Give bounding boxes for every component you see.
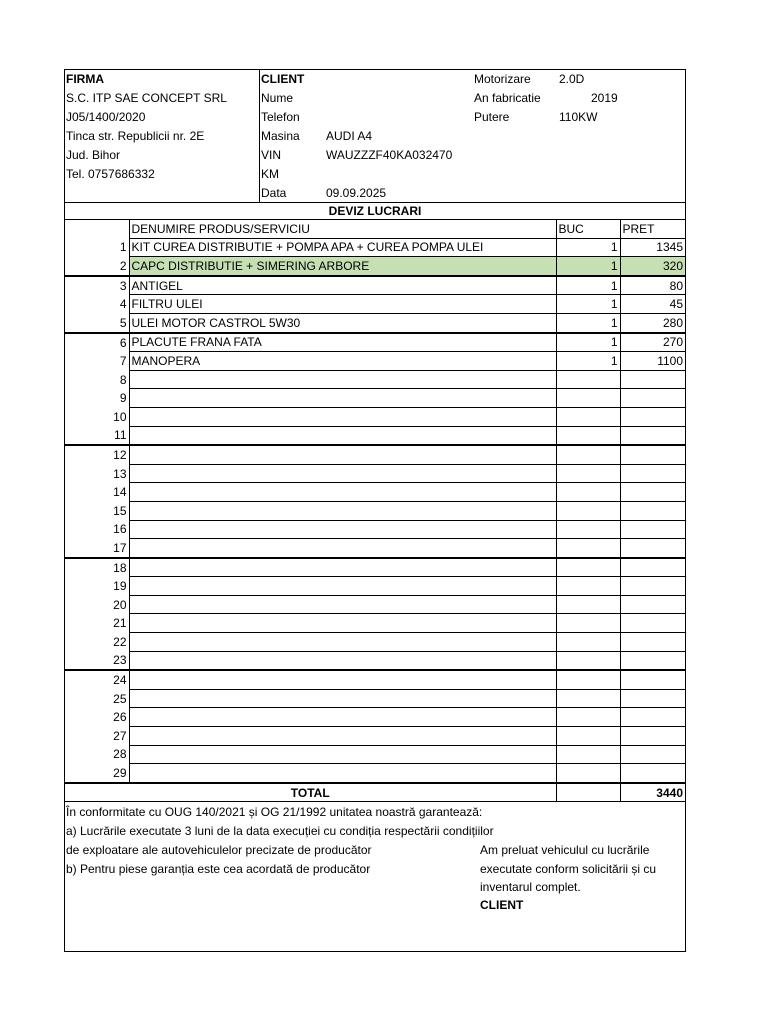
- row-price: [620, 764, 685, 783]
- row-qty: [556, 558, 620, 577]
- row-description: [129, 651, 556, 670]
- row-description: [129, 389, 556, 408]
- table-row: [65, 670, 685, 689]
- row-description: [129, 483, 556, 502]
- table-row: [65, 539, 685, 558]
- row-price: [620, 501, 685, 520]
- row-price: [620, 558, 685, 577]
- row-price: [620, 614, 685, 633]
- items-table: [65, 219, 685, 802]
- row-description: [129, 520, 556, 539]
- row-description: MANOPERA: [129, 352, 556, 371]
- firma-county: Jud. Bihor: [66, 148, 121, 162]
- row-number: 27: [65, 727, 129, 746]
- table-row: [65, 520, 685, 539]
- vehicle-power-label: Putere: [474, 110, 510, 124]
- row-qty: 1: [556, 257, 620, 276]
- row-price: [620, 577, 685, 596]
- row-number: 21: [65, 614, 129, 633]
- row-number: 28: [65, 745, 129, 764]
- client-car-label: Masina: [261, 129, 300, 143]
- row-qty: [556, 651, 620, 670]
- table-row: [65, 370, 685, 389]
- table-row: [65, 426, 685, 445]
- row-description: [129, 670, 556, 689]
- client-vin-value: WAUZZZF40KA032470: [326, 148, 453, 162]
- row-price: 1345: [620, 238, 685, 257]
- row-qty: [556, 577, 620, 596]
- table-row: [65, 313, 685, 332]
- row-qty: [556, 764, 620, 783]
- row-price: 280: [620, 313, 685, 332]
- table-row: [65, 633, 685, 652]
- row-number: 4: [65, 295, 129, 314]
- table-row: [65, 558, 685, 577]
- row-number: 20: [65, 595, 129, 614]
- row-qty: [556, 483, 620, 502]
- table-row: [65, 614, 685, 633]
- row-price: [620, 407, 685, 426]
- row-qty: [556, 389, 620, 408]
- row-price: [620, 539, 685, 558]
- row-price: [620, 370, 685, 389]
- header-price: PRET: [620, 220, 685, 239]
- row-number: 12: [65, 445, 129, 464]
- invoice-sheet: [64, 69, 686, 952]
- table-row: [65, 407, 685, 426]
- row-number: 17: [65, 539, 129, 558]
- table-row: [65, 708, 685, 727]
- row-price: [620, 633, 685, 652]
- row-price: 45: [620, 295, 685, 314]
- row-description: ANTIGEL: [129, 276, 556, 295]
- row-qty: [556, 595, 620, 614]
- row-number: 11: [65, 426, 129, 445]
- row-number: 29: [65, 764, 129, 783]
- row-description: [129, 464, 556, 483]
- table-header-row: [65, 220, 685, 239]
- table-row: [65, 689, 685, 708]
- row-qty: [556, 370, 620, 389]
- row-qty: [556, 745, 620, 764]
- row-description: [129, 614, 556, 633]
- row-description: PLACUTE FRANA FATA: [129, 333, 556, 352]
- vehicle-engine-value: 2.0D: [559, 72, 585, 86]
- total-row: [65, 783, 685, 802]
- row-description: [129, 426, 556, 445]
- header-qty: BUC: [556, 220, 620, 239]
- table-row: [65, 727, 685, 746]
- row-price: [620, 745, 685, 764]
- row-price: [620, 445, 685, 464]
- header-divider: [259, 70, 260, 202]
- row-price: [620, 708, 685, 727]
- row-price: [620, 727, 685, 746]
- row-number: 8: [65, 370, 129, 389]
- row-number: 13: [65, 464, 129, 483]
- row-price: 270: [620, 333, 685, 352]
- row-qty: 1: [556, 333, 620, 352]
- client-phone-label: Telefon: [261, 110, 300, 124]
- row-number: 7: [65, 352, 129, 371]
- firma-name: S.C. ITP SAE CONCEPT SRL: [66, 91, 227, 105]
- acceptance-line-1: Am preluat vehiculul cu lucrările: [480, 843, 650, 857]
- table-row: [65, 389, 685, 408]
- row-description: FILTRU ULEI: [129, 295, 556, 314]
- row-price: [620, 464, 685, 483]
- row-qty: [556, 520, 620, 539]
- row-description: [129, 558, 556, 577]
- row-number: 9: [65, 389, 129, 408]
- table-row: [65, 745, 685, 764]
- firma-address: Tinca str. Republicii nr. 2E: [66, 129, 205, 143]
- table-row: [65, 764, 685, 783]
- deviz-title: DEVIZ LUCRARI: [328, 204, 422, 218]
- vehicle-engine-label: Motorizare: [474, 72, 531, 86]
- row-number: 6: [65, 333, 129, 352]
- row-number: 26: [65, 708, 129, 727]
- row-number: 22: [65, 633, 129, 652]
- acceptance-line-3: inventarul complet.: [480, 880, 581, 894]
- row-qty: [556, 633, 620, 652]
- row-description: [129, 745, 556, 764]
- client-date-value: 09.09.2025: [326, 186, 387, 200]
- table-row: [65, 483, 685, 502]
- firma-heading: FIRMA: [66, 72, 104, 86]
- firma-phone: Tel. 0757686332: [66, 167, 155, 181]
- client-car-value: AUDI A4: [326, 129, 373, 143]
- row-qty: [556, 727, 620, 746]
- row-description: [129, 539, 556, 558]
- row-number: 2: [65, 257, 129, 276]
- client-signature-label: CLIENT: [480, 898, 524, 912]
- table-row: [65, 501, 685, 520]
- row-description: [129, 764, 556, 783]
- row-qty: [556, 426, 620, 445]
- table-row: [65, 445, 685, 464]
- row-price: [620, 595, 685, 614]
- row-price: 80: [620, 276, 685, 295]
- row-price: [620, 689, 685, 708]
- table-row: [65, 295, 685, 314]
- row-number: 25: [65, 689, 129, 708]
- row-description: [129, 445, 556, 464]
- table-row: [65, 595, 685, 614]
- firma-registration: J05/1400/2020: [66, 110, 146, 124]
- row-number: 16: [65, 520, 129, 539]
- client-heading: CLIENT: [261, 72, 305, 86]
- row-description: CAPC DISTRIBUTIE + SIMERING ARBORE: [129, 257, 556, 276]
- row-qty: 1: [556, 238, 620, 257]
- table-row: [65, 276, 685, 295]
- row-qty: 1: [556, 313, 620, 332]
- row-price: [620, 520, 685, 539]
- row-number: 15: [65, 501, 129, 520]
- acceptance-line-2: executate conform solicitării și cu: [480, 862, 657, 876]
- row-qty: [556, 689, 620, 708]
- row-qty: 1: [556, 352, 620, 371]
- table-row: [65, 352, 685, 371]
- table-row: [65, 257, 685, 276]
- row-number: 5: [65, 313, 129, 332]
- warranty-line-1: În conformitate cu OUG 140/2021 și OG 21/1992 unitatea noastră garantează:: [66, 805, 483, 819]
- table-row: [65, 464, 685, 483]
- table-row: [65, 238, 685, 257]
- total-qty-cell: [556, 783, 620, 802]
- row-number: 14: [65, 483, 129, 502]
- row-qty: [556, 614, 620, 633]
- row-price: [620, 670, 685, 689]
- row-number: 18: [65, 558, 129, 577]
- row-price: [620, 483, 685, 502]
- row-qty: [556, 539, 620, 558]
- row-qty: [556, 407, 620, 426]
- row-description: [129, 501, 556, 520]
- row-qty: [556, 501, 620, 520]
- total-value: 3440: [620, 783, 685, 802]
- row-number: 3: [65, 276, 129, 295]
- row-description: [129, 633, 556, 652]
- warranty-line-4: b) Pentru piese garanția este cea acordată de producător: [66, 862, 371, 876]
- header-nr-cell: [65, 220, 129, 239]
- total-label: TOTAL: [65, 783, 556, 802]
- vehicle-year-value: 2019: [591, 91, 618, 105]
- row-qty: 1: [556, 276, 620, 295]
- row-description: [129, 689, 556, 708]
- row-price: 320: [620, 257, 685, 276]
- row-description: [129, 727, 556, 746]
- row-description: [129, 370, 556, 389]
- warranty-line-2: a) Lucrările executate 3 luni de la data execuției cu condiția respectării condițiilor: [66, 824, 494, 838]
- row-price: [620, 389, 685, 408]
- row-qty: 1: [556, 295, 620, 314]
- row-number: 19: [65, 577, 129, 596]
- warranty-line-3: de exploatare ale autovehiculelor precizate de producător: [66, 843, 372, 857]
- row-description: [129, 595, 556, 614]
- row-qty: [556, 708, 620, 727]
- row-price: [620, 426, 685, 445]
- row-price: 1100: [620, 352, 685, 371]
- row-price: [620, 651, 685, 670]
- row-number: 23: [65, 651, 129, 670]
- client-date-label: Data: [261, 186, 287, 200]
- vehicle-year-label: An fabricatie: [474, 91, 541, 105]
- row-qty: [556, 445, 620, 464]
- row-number: 24: [65, 670, 129, 689]
- row-qty: [556, 670, 620, 689]
- table-row: [65, 333, 685, 352]
- client-vin-label: VIN: [261, 148, 282, 162]
- row-description: KIT CUREA DISTRIBUTIE + POMPA APA + CUREA POMPA ULEI: [129, 238, 556, 257]
- row-number: 1: [65, 238, 129, 257]
- client-km-label: KM: [261, 167, 279, 181]
- header-description: DENUMIRE PRODUS/SERVICIU: [129, 220, 556, 239]
- row-description: [129, 407, 556, 426]
- vehicle-power-value: 110KW: [559, 110, 598, 124]
- row-description: ULEI MOTOR CASTROL 5W30: [129, 313, 556, 332]
- table-row: [65, 651, 685, 670]
- row-description: [129, 708, 556, 727]
- client-name-label: Nume: [261, 91, 294, 105]
- row-number: 10: [65, 407, 129, 426]
- row-description: [129, 577, 556, 596]
- table-row: [65, 577, 685, 596]
- row-qty: [556, 464, 620, 483]
